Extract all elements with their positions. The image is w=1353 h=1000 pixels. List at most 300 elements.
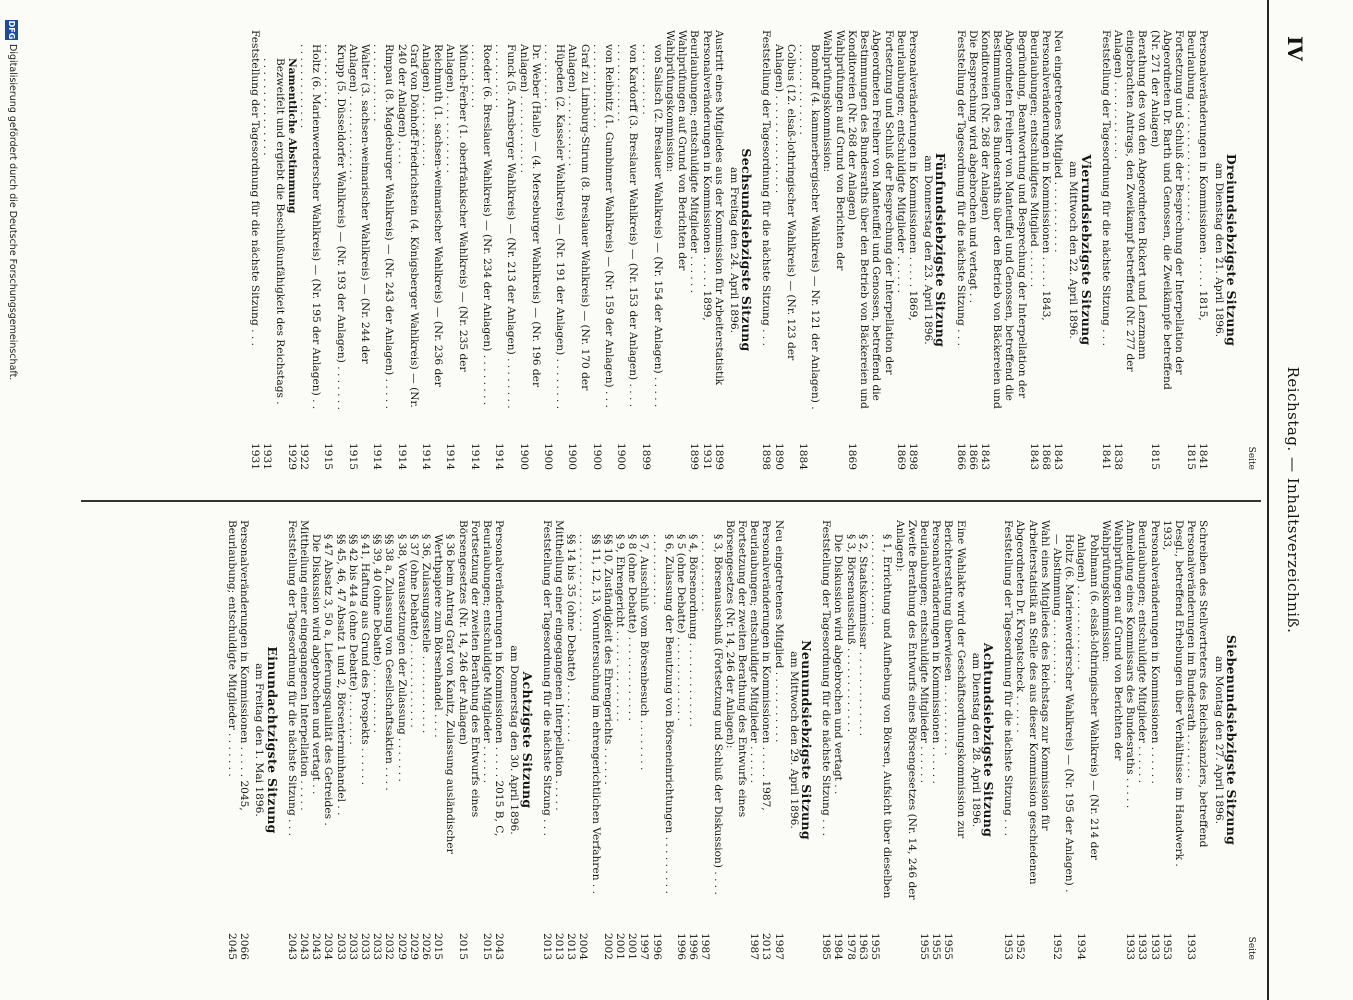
entry-text: §§ 14 bis 35 (ohne Debatte) . . . . . . . . . xyxy=(565,534,578,742)
session-date: am Freitag den 24. April 1896. xyxy=(728,167,741,333)
toc-entry xyxy=(226,520,238,960)
toc-entry xyxy=(918,520,930,960)
toc-entry xyxy=(420,520,432,960)
entry-page: 2013 xyxy=(565,933,578,960)
entry-page: 1934 xyxy=(1075,933,1088,960)
toc-entry xyxy=(615,30,639,470)
toc-entry xyxy=(286,520,298,960)
toc-entry xyxy=(432,520,456,960)
toc-entry xyxy=(687,520,699,960)
entry-page: 1815 xyxy=(1148,443,1161,470)
entry-page: 2029 xyxy=(395,933,408,960)
toc-entry xyxy=(493,520,505,960)
entry-page: 2026 xyxy=(420,933,432,960)
entry-page: 1899 xyxy=(639,443,652,470)
entry-page: 1931 xyxy=(249,443,262,470)
entry-page: 2043 xyxy=(297,933,310,960)
toc-entry xyxy=(261,30,285,470)
entry-text: § 37 (ohne Debatte) . . . . . . . . . . . . . xyxy=(407,534,420,728)
entry-page: 1987 xyxy=(699,933,712,960)
toc-entry xyxy=(298,30,322,470)
entry-text: Personalveränderungen in Kommissionen . . . . . 2045, xyxy=(238,520,251,811)
toc-entry xyxy=(553,520,565,960)
toc-entry xyxy=(383,520,395,960)
toc-entry xyxy=(724,520,748,960)
entry-page: 1929 xyxy=(285,443,298,470)
toc-entry xyxy=(942,520,966,960)
entry-text: Hüpeden (2. Kasseler Wahlkreis) — (Nr. 191 der Anlagen) . . . . . . . . . . . . . . . . . . xyxy=(542,44,567,410)
entry-text: Zweite Berathung des Entwurfs eines Börsengesetzes (Nr. 14, 246 der Anlagen): xyxy=(893,520,918,900)
entry-text: §§ 11, 12, 13, Voruntersuchung im ehrengerichtlichen Verfahren . . . . . . . . . . . . . . . . . xyxy=(577,534,602,895)
entry-page: 2004 xyxy=(577,933,590,960)
toc-entry xyxy=(614,520,626,960)
entry-text: Wahlprüfungen auf Grund von Berichten der Wahlprüfungskommission: xyxy=(821,30,846,271)
entry-page: 1898 xyxy=(760,443,773,470)
entry-text: Holtz (6. Marienwerderscher Wahlkreis) — (Nr. 195 der Anlagen) . — Abstimmung . . . . . . . . . . xyxy=(1050,534,1076,893)
entry-text: Begründung, Beantwortung und Besprechung der Interpellation der Abgeordneten Freiherr von Manteuffel und Genossen, betreffend die Bestimmungen des Bundesraths über den Betrieb von Bäckereien und Konditoreien (Nr. 268 der Anlagen) xyxy=(978,30,1028,409)
entry-page: 2002 xyxy=(601,933,614,960)
toc-entry xyxy=(298,520,310,960)
entry-text: Fortsetzung der zweiten Berathung des Entwurfs eines Börsengesetzes (Nr. 14, 246 der Anlagen): xyxy=(723,520,749,818)
entry-page: 1900 xyxy=(542,443,555,470)
toc-entry xyxy=(846,30,895,470)
entry-text: § 36, Zulassungsstelle . . . . . . . . . . . . xyxy=(420,534,432,734)
entry-text: §§ 10, Zuständigkeit des Ehrengerichts . . . . . . xyxy=(601,534,614,785)
session-title: Vierundsiebzigste Sitzung xyxy=(1078,154,1094,346)
toc-entry xyxy=(1075,520,1099,960)
toc-entry xyxy=(930,520,942,960)
entry-text: Feststellung der Tagesordnung für die nächste Sitzung . . . xyxy=(249,30,262,346)
entry-page: 1985 xyxy=(820,933,833,960)
entry-text: § 1, Errichtung und Aufhebung von Börsen, Aufsicht über dieselben . . . . . . . . . . . . . . xyxy=(869,534,894,899)
entry-page: 1955 xyxy=(917,933,930,960)
toc-entry xyxy=(1161,520,1185,960)
entry-page: 1987 xyxy=(748,933,761,960)
entry-text: Beurlaubungen; entschuldigte Mitglieder . . . . . . xyxy=(481,520,494,784)
entry-page: 1963 xyxy=(856,933,869,960)
entry-page: 1984 xyxy=(832,933,845,960)
entry-page: 2066 xyxy=(238,933,251,960)
entry-page: 2015 xyxy=(456,933,469,960)
session-title: Sechsundsiebzigste Sitzung xyxy=(739,148,755,352)
entry-page: 2043 xyxy=(493,933,506,960)
entry-page: 1843 xyxy=(978,443,991,470)
entry-text: Bomhoff (4. kammerbergischer Wahlkreis) — Nr. 121 der Anlagen) . . . . . . . . . . . . . . . xyxy=(797,44,822,410)
toc-entry xyxy=(760,520,772,960)
entry-text: Wahlprüfungen auf Grund von Berichten der Wahlprüfungskommission: xyxy=(1099,520,1124,761)
entry-text: § 36 beim Antrag Graf von Kanitz, Zulassung ausländischer Werthpapiere zum Börsenhandel . . . . xyxy=(432,534,457,854)
entry-text: von Salisch (2. Breslauer Wahlkreis) — (Nr. 154 der Anlagen) . . . . . . . . . . . . . . . . xyxy=(639,44,664,408)
toc-entry xyxy=(638,520,650,960)
entry-page: 1955 xyxy=(930,933,943,960)
entry-page: 2033 xyxy=(358,933,371,960)
toc-entry xyxy=(493,30,517,470)
toc-entry xyxy=(1040,30,1052,470)
toc-entry xyxy=(954,30,966,470)
entry-page: 2033 xyxy=(334,933,347,960)
entry-text: §§ 39, 40 (ohne Debatte) . . . . . . . . . . xyxy=(371,534,384,733)
entry-page: 1933 xyxy=(1148,933,1161,960)
entry-text: § 9, Ehrengericht . . . . . . . . . . . . . . xyxy=(614,534,627,722)
entry-page: 2013 xyxy=(553,933,566,960)
toc-entry xyxy=(347,30,371,470)
entry-page: 1978 xyxy=(844,933,857,960)
entry-page: 1955 xyxy=(942,933,955,960)
entry-text: Graf von Dönhoff-Friedrichstein (4. Königsberger Wahlkreis) — (Nr. 240 der Anlagen) . . . . xyxy=(395,44,420,408)
session-title: Einundachtzigste Sitzung xyxy=(264,646,280,834)
entry-page: 1900 xyxy=(615,443,628,470)
toc-entry xyxy=(322,520,334,960)
toc-entry xyxy=(797,30,821,470)
toc-entry xyxy=(347,520,359,960)
entry-text: § 41, Haftung aus Grund des Prospekts . . . . . . xyxy=(358,534,371,786)
entry-text: Eine Wahlakte wird der Geschäftsordnungskommission zur Berichterstattung überwiesen . . . . . . . . . . . xyxy=(942,520,967,839)
entry-text: §§ 45, 46, 47 Absatz 1 und 2, Börsenterminhandel . . xyxy=(334,534,347,816)
toc-entry xyxy=(286,30,298,470)
entry-text: Beurlaubung . . . . . . . . . . . . . . . . . . xyxy=(1185,30,1198,221)
entry-page: 1838 xyxy=(1111,443,1124,470)
session-date: am Donnerstag den 30. April 1896. xyxy=(508,645,521,835)
entry-text: Neu eingetretenes Mitglied . . . . . . . . . . . xyxy=(1052,30,1065,253)
entry-page: 2033 xyxy=(346,933,359,960)
entry-text: Feststellung der Tagesordnung für die nächste Sitzung . . . xyxy=(540,520,553,836)
running-title: Reichstag. — Inhaltsverzeichniß. xyxy=(1284,366,1302,634)
toc-entry xyxy=(967,30,979,470)
entry-page: 2034 xyxy=(322,933,335,960)
toc-entry xyxy=(541,520,553,960)
entry-text: Beurlaubung; entschuldigte Mitglieder . . . . . . . xyxy=(225,520,238,777)
session-title: Dreiundsiebzigste Sitzung xyxy=(1223,153,1239,347)
session-title: Fünfundsiebzigste Sitzung xyxy=(933,152,949,348)
entry-page: 1914 xyxy=(420,443,432,470)
entry-page: 1915 xyxy=(322,443,335,470)
entry-page: 1843 xyxy=(1027,443,1040,470)
entry-page: 1933 xyxy=(1136,933,1149,960)
entry-text: Wahlprüfungen auf Grund von Berichten der Wahlprüfungskommission: xyxy=(664,30,689,271)
toc-entry xyxy=(820,520,832,960)
entry-text: Fortsetzung und Schluß der Besprechung der Interpellation der Abgeordneten Dr. Barth und Genossen, die Zweikämpfe betreffend (Nr. 271 der Anlagen) xyxy=(1148,30,1185,390)
session-title: Neunundsiebzigste Sitzung xyxy=(799,640,815,840)
entry-page: 1996 xyxy=(650,933,663,960)
entry-page: 2033 xyxy=(371,933,384,960)
toc-entry xyxy=(395,30,419,470)
toc-entry xyxy=(857,520,869,960)
toc-entry xyxy=(238,520,250,960)
toc-entry xyxy=(907,30,919,470)
toc-entry xyxy=(639,30,663,470)
entry-text: Rimpau (8. Magdeburger Wahlkreis) — (Nr. 243 der Anlagen) . . . . . . . . . . . . . . . . . xyxy=(371,44,396,409)
session-date: am Montag den 27. April 1896. xyxy=(1212,656,1225,824)
toc-entry xyxy=(469,30,493,470)
column-divider xyxy=(81,500,1261,502)
session-date: am Mittwoch den 29. April 1896. xyxy=(787,651,800,829)
entry-text: § 38, Voraussetzungen der Zulassung . . . . . . . xyxy=(395,534,408,782)
page-footer xyxy=(0,0,20,1000)
entry-page: 2015 xyxy=(481,933,494,960)
toc-entry xyxy=(650,520,674,960)
entry-text: Funck (5. Arnsberger Wahlkreis) — (Nr. 213 der Anlagen) . . . . . . . . . . . . . . . . . . xyxy=(493,44,518,409)
entry-page: 1931 xyxy=(261,443,274,470)
entry-page: 1997 xyxy=(638,933,651,960)
right-column xyxy=(87,520,1257,960)
toc-entry xyxy=(1028,30,1040,470)
session-date: am Mittwoch den 22. April 1896. xyxy=(1067,161,1080,339)
toc-entry xyxy=(517,30,541,470)
seite-label: Seite xyxy=(1246,936,1256,960)
toc-entry xyxy=(748,520,760,960)
entry-page: 1996 xyxy=(687,933,700,960)
toc-entry xyxy=(249,30,261,470)
toc-entry xyxy=(359,520,371,960)
entry-text: Dr. Weber (Halle) — (4. Merseburger Wahlkreis) — (Nr. 196 der Anlagen) . . . . . . . . . . . . xyxy=(517,44,542,388)
session-title: Siebenundsiebzigste Sitzung xyxy=(1223,634,1239,846)
toc-entry xyxy=(577,520,601,960)
entry-text: Beurlaubungen; entschuldigte Mitglieder . . . . . . xyxy=(917,520,930,784)
entry-page: 1900 xyxy=(566,443,579,470)
entry-text: Pohlmann (6. elsaß-lothringischer Wahlkreis) — (Nr. 214 der Anlagen) . . . . . . . . . . . . . xyxy=(1075,534,1100,860)
entry-text: Roeder (6. Breslauer Wahlkreis) — (Nr. 234 der Anlagen) . . . . . . . . . . . . . . . . . . xyxy=(468,44,494,406)
toc-entry xyxy=(1185,30,1197,470)
toc-entry xyxy=(420,30,444,470)
toc-entry xyxy=(395,520,407,960)
entry-text: Feststellung der Tagesordnung für die nächste Sitzung . . . xyxy=(1002,520,1015,836)
toc-entry xyxy=(772,520,784,960)
toc-entry xyxy=(832,520,844,960)
entry-text: Personalveränderungen in Kommissionen . . . . . 1869, xyxy=(906,30,919,321)
entry-text: § 7, Ausschluß vom Börsenbesuch . . . . . . . . xyxy=(638,534,651,771)
entry-page: 1914 xyxy=(493,443,506,470)
toc-entry xyxy=(565,520,577,960)
toc-entry xyxy=(444,30,468,470)
toc-entry xyxy=(895,30,907,470)
entry-text: Beurlaubungen; entschuldigte Mitglieder . . . . . . xyxy=(894,30,907,294)
entry-text: Namentliche Abstimmung xyxy=(285,58,298,214)
toc-entry xyxy=(893,520,917,960)
toc-entry xyxy=(1100,520,1124,960)
entry-text: § 8 (ohne Debatte) . . . . . . . . . . . . . xyxy=(626,534,639,721)
entry-page: 1843 xyxy=(1052,443,1065,470)
toc-entry xyxy=(821,30,845,470)
dfg-logo: DFG xyxy=(7,20,16,40)
entry-text: Personalveränderungen in Kommissionen . . . . . 2015 B, C, xyxy=(493,520,506,837)
entry-page: 1869 xyxy=(894,443,907,470)
entry-page: 1987 xyxy=(772,933,785,960)
entry-page: 1841 xyxy=(1197,443,1210,470)
entry-text: Mittheilung einer eingegangenen Interpellation . . . . . xyxy=(297,520,310,811)
toc-entry xyxy=(1014,520,1051,960)
entry-page: 1900 xyxy=(590,443,603,470)
entry-text: Die Besprechung wird abgebrochen und vertagt . . xyxy=(966,30,979,304)
entry-page: 1898 xyxy=(906,443,919,470)
entry-page: 1914 xyxy=(468,443,481,470)
entry-text: Colbus (12. elsaß-lothringischer Wahlkreis) — (Nr. 123 der Anlagen) . . . . . . . . . . . . . . . xyxy=(772,44,797,361)
entry-text: Fortsetzung der zweiten Berathung des Entwurfs eines Börsengesetzes (Nr. 14, 246 der Anlagen) xyxy=(456,520,481,818)
toc-entry xyxy=(1051,520,1075,960)
toc-entry xyxy=(713,30,725,470)
toc-entry xyxy=(481,520,493,960)
session-date: am Donnerstag den 23. April 1896. xyxy=(922,155,935,345)
entry-text: Personalveränderungen in Kommissionen . . . . . . xyxy=(930,520,943,784)
entry-page: 1933 xyxy=(1185,933,1198,960)
toc-entry xyxy=(699,520,723,960)
toc-entry xyxy=(371,30,395,470)
entry-text: Bezweifelt und ergiebt die Beschlußunfähigkeit des Reichstags . . . . . . . . . . . . . . . . xyxy=(261,58,286,405)
entry-page: 1899 xyxy=(712,443,725,470)
seite-label: Seite xyxy=(1246,446,1256,470)
entry-page: 1953 xyxy=(1002,933,1015,960)
toc-entry xyxy=(542,30,566,470)
entry-text: § 3, Börsenausschuß (Fortsetzung und Schluß der Diskussion) . . . . . . . . . . . . . . . . xyxy=(699,534,724,895)
entry-text: von Kardorff (3. Breslauer Wahlkreis) — (Nr. 153 der Anlagen) . . . . . . . . . . . . . . . . xyxy=(615,44,640,408)
entry-page: 1914 xyxy=(444,443,457,470)
entry-page: 1914 xyxy=(371,443,384,470)
entry-page: 1884 xyxy=(797,443,810,470)
entry-text: Desgl., betreffend Erhebungen über Verhältnisse im Handwerk . 1933, xyxy=(1160,520,1185,867)
entry-text: §§ 38 a, Zulassung von Gesellschaftsaktien . . . . xyxy=(383,534,396,791)
toc-entry xyxy=(334,520,346,960)
entry-text: Krupp (5. Düsseldorfer Wahlkreis) — (Nr. 193 der Anlagen) . . . . . . . . . . . . . . . . . xyxy=(322,44,347,411)
entry-page: 2045 xyxy=(225,933,238,960)
entry-page: 1866 xyxy=(954,443,967,470)
toc-entry xyxy=(1185,520,1209,960)
toc-entry xyxy=(1148,30,1185,470)
entry-text: Berathung des von den Abgeordneten Rickert und Lenzmann eingebrachten Antrags, den Zweikampf betreffend (Nr. 277 der Anlagen) . . . . . . . . . . . . xyxy=(1111,30,1149,372)
entry-text: Feststellung der Tagesordnung für die nächste Sitzung . . . xyxy=(1099,30,1112,346)
entry-page: 1841 xyxy=(1099,443,1112,470)
entry-text: § 6, Zulassung der Benutzung von Börseneinrichtungen . . . . . . . . . . . . . . . . . . . . xyxy=(650,534,675,894)
entry-page: 1953 xyxy=(1160,933,1173,960)
entry-page: 1868 xyxy=(1039,443,1052,470)
entry-text: Beurlaubungen; entschuldigte Mitglieder . . . . . . xyxy=(688,30,701,294)
entry-text: Die Diskussion wird abgebrochen und vertagt . . xyxy=(310,534,323,795)
entry-text: Personalveränderungen in Kommissionen . . . . . 1843, xyxy=(1039,30,1052,321)
page-header xyxy=(1267,0,1307,1000)
entry-page: 2029 xyxy=(407,933,420,960)
session-date: am Freitag den 1. Mai 1896. xyxy=(253,663,266,817)
entry-text: Beurlaubungen; entschuldigte Mitglieder . . . . . . xyxy=(1136,520,1149,784)
entry-page: 1922 xyxy=(297,443,310,470)
toc-entry xyxy=(1124,520,1136,960)
entry-text: Feststellung der Tagesordnung für die nächste Sitzung . . . xyxy=(954,30,967,346)
entry-text: Walter (3. sachsen-weimarischer Wahlkreis) — (Nr. 244 der Anlagen) . . . . . . . . . . . . . xyxy=(346,44,371,364)
toc-entry xyxy=(688,30,700,470)
toc-entry xyxy=(602,520,614,960)
toc-entry xyxy=(1112,30,1149,470)
entry-text: Feststellung der Tagesordnung für die nächste Sitzung . . . xyxy=(285,520,298,836)
entry-page: 2015 xyxy=(432,933,445,960)
entry-text: Holtz (6. Marienwerderscher Wahlkreis) — (Nr. 195 der Anlagen) . . . . . . . . . . . . . . . xyxy=(297,44,323,410)
session-date: am Dienstag den 21. April 1896. xyxy=(1212,162,1225,338)
entry-text: §§ 42 bis 44 a (ohne Debatte) . . . . . . . . xyxy=(346,534,359,745)
entry-text: Personalveränderungen in Kommissionen . . . . . 1815, xyxy=(1197,30,1210,321)
entry-text: Mittheilung einer eingegangenen Interpellation . . . . . xyxy=(553,520,566,811)
entry-page: 1915 xyxy=(346,443,359,470)
entry-page: 1899 xyxy=(688,443,701,470)
entry-text: Feststellung der Tagesordnung für die nächste Sitzung . . . xyxy=(820,520,833,836)
entry-text: Personalveränderungen in Kommissionen . . . . . 1987, xyxy=(760,520,773,811)
entry-page: 2032 xyxy=(383,933,396,960)
entry-page: 1955 xyxy=(869,933,882,960)
entry-text: Beurlaubungen; entschuldigtes Mitglied . . . . . . xyxy=(1027,30,1040,288)
funding-credit: Digitalisierung gefördert durch die Deutsche Forschungsgemeinschaft. xyxy=(7,44,18,381)
entry-page: 1952 xyxy=(1014,933,1027,960)
entry-text: Personalveränderungen in Kommissionen . . . . . . xyxy=(1148,520,1161,784)
entry-page: 1996 xyxy=(675,933,688,960)
entry-page: 2013 xyxy=(540,933,553,960)
toc-entry xyxy=(322,30,346,470)
entry-text: § 5 (ohne Debatte) . . . . . . . . . . . . . xyxy=(675,534,688,721)
entry-page: 1815 xyxy=(1185,443,1198,470)
toc-entry xyxy=(845,520,857,960)
toc-entry xyxy=(869,520,893,960)
entry-text: § 47 Absatz 3, 50 a, Lieferungsqualität des Getreides . xyxy=(322,534,335,826)
entry-page: 1931 xyxy=(700,443,713,470)
session-title: Achtzigste Sitzung xyxy=(519,671,535,809)
toc-entry xyxy=(1100,30,1112,470)
left-column xyxy=(87,30,1257,470)
entry-text: § 2, Staatskommissar . . . . . . . . . . . . . xyxy=(856,534,869,737)
entry-text: Austritt eines Mitgliedes aus der Kommission für Arbeiterstatistik xyxy=(712,30,725,386)
entry-page: 1866 xyxy=(966,443,979,470)
toc-entry xyxy=(700,30,712,470)
entry-text: Feststellung der Tagesordnung für die nächste Sitzung . . . xyxy=(760,30,773,346)
toc-entry xyxy=(1052,30,1064,470)
entry-text: von Reibnitz (1. Gumbinner Wahlkreis) — (Nr. 159 der Anlagen) . . . . . . . . . . . . . . . . xyxy=(590,44,616,408)
entry-page: 2043 xyxy=(310,933,323,960)
toc-entry xyxy=(1197,30,1209,470)
entry-page: 1890 xyxy=(772,443,785,470)
toc-entry xyxy=(1148,520,1160,960)
entry-page: 2001 xyxy=(614,933,627,960)
entry-text: § 3, Börsenausschuß . . . . . . . . . . . . . xyxy=(844,534,857,733)
toc-entry xyxy=(664,30,688,470)
entry-page: 2013 xyxy=(760,933,773,960)
toc-entry xyxy=(591,30,615,470)
toc-entry xyxy=(1002,520,1014,960)
entry-page: 1869 xyxy=(845,443,858,470)
toc-entry xyxy=(626,520,638,960)
toc-entry xyxy=(310,520,322,960)
entry-text: Wahl eines Mitgliedes des Reichstags zur Kommission für Arbeiterstatistik an Stelle des aus dieser Kommission geschiedenen Abgeordneten Dr. Kropatscheck . . . . . . xyxy=(1014,520,1051,885)
entry-text: Reichmuth (1. sachsen-weimarischer Wahlkreis) — (Nr. 236 der Anlagen) . . . . . . . . . . . xyxy=(420,44,445,387)
session-title: Achtundsiebzigste Sitzung xyxy=(980,642,996,838)
toc-entry xyxy=(1136,520,1148,960)
toc-entry xyxy=(760,30,772,470)
entry-text: Graf zu Limburg-Stirum (8. Breslauer Wahlkreis) — (Nr. 170 der Anlagen) . . . . . . . . . . . xyxy=(566,44,591,391)
entry-text: Münch-Ferber (1. oberfränkischer Wahlkreis) — (Nr. 235 der Anlagen) . . . . . . . . . . . . xyxy=(444,44,469,372)
entry-text: Die Diskussion wird abgebrochen und vertagt . . xyxy=(832,534,845,795)
toc-entry xyxy=(456,520,480,960)
toc-entry xyxy=(979,30,1028,470)
toc-entry xyxy=(675,520,687,960)
toc-entry xyxy=(408,520,420,960)
page-number: IV xyxy=(1283,36,1307,61)
entry-text: Beurlaubungen; entschuldigte Mitglieder . . . . . . xyxy=(748,520,761,784)
session-date: am Dienstag den 28. April 1896. xyxy=(969,652,982,828)
entry-text: Neu eingetretenes Mitglied . . . . . . . . . . . xyxy=(772,520,785,743)
toc-entry xyxy=(371,520,383,960)
entry-page: 1933 xyxy=(1124,933,1137,960)
entry-text: Fortsetzung und Schluß der Besprechung der Interpellation der Abgeordneten Freiherr von Manteuffel und Genossen, betreffend die Bestimmungen des Bundesraths über den Betrieb von Bäckereien und Konditoreien (Nr. 268 der Anlagen) xyxy=(845,30,895,409)
entry-text: Anmeldung eines Kommissars des Bundesraths . . . . . xyxy=(1124,520,1137,809)
entry-page: 1952 xyxy=(1050,933,1063,960)
entry-text: Schreiben des Stellvertreters des Reichskanzlers, betreffend Personalveränderungen im Bundesrath . . . . . . . xyxy=(1185,520,1210,848)
entry-text: § 4, Börsenordnung . . . . . . . . . . . . . xyxy=(687,534,700,727)
entry-page: 1900 xyxy=(517,443,530,470)
toc-entry xyxy=(772,30,796,470)
entry-page: 1914 xyxy=(395,443,408,470)
entry-text: Personalveränderungen in Kommissionen . . . . . 1899, xyxy=(700,30,713,321)
